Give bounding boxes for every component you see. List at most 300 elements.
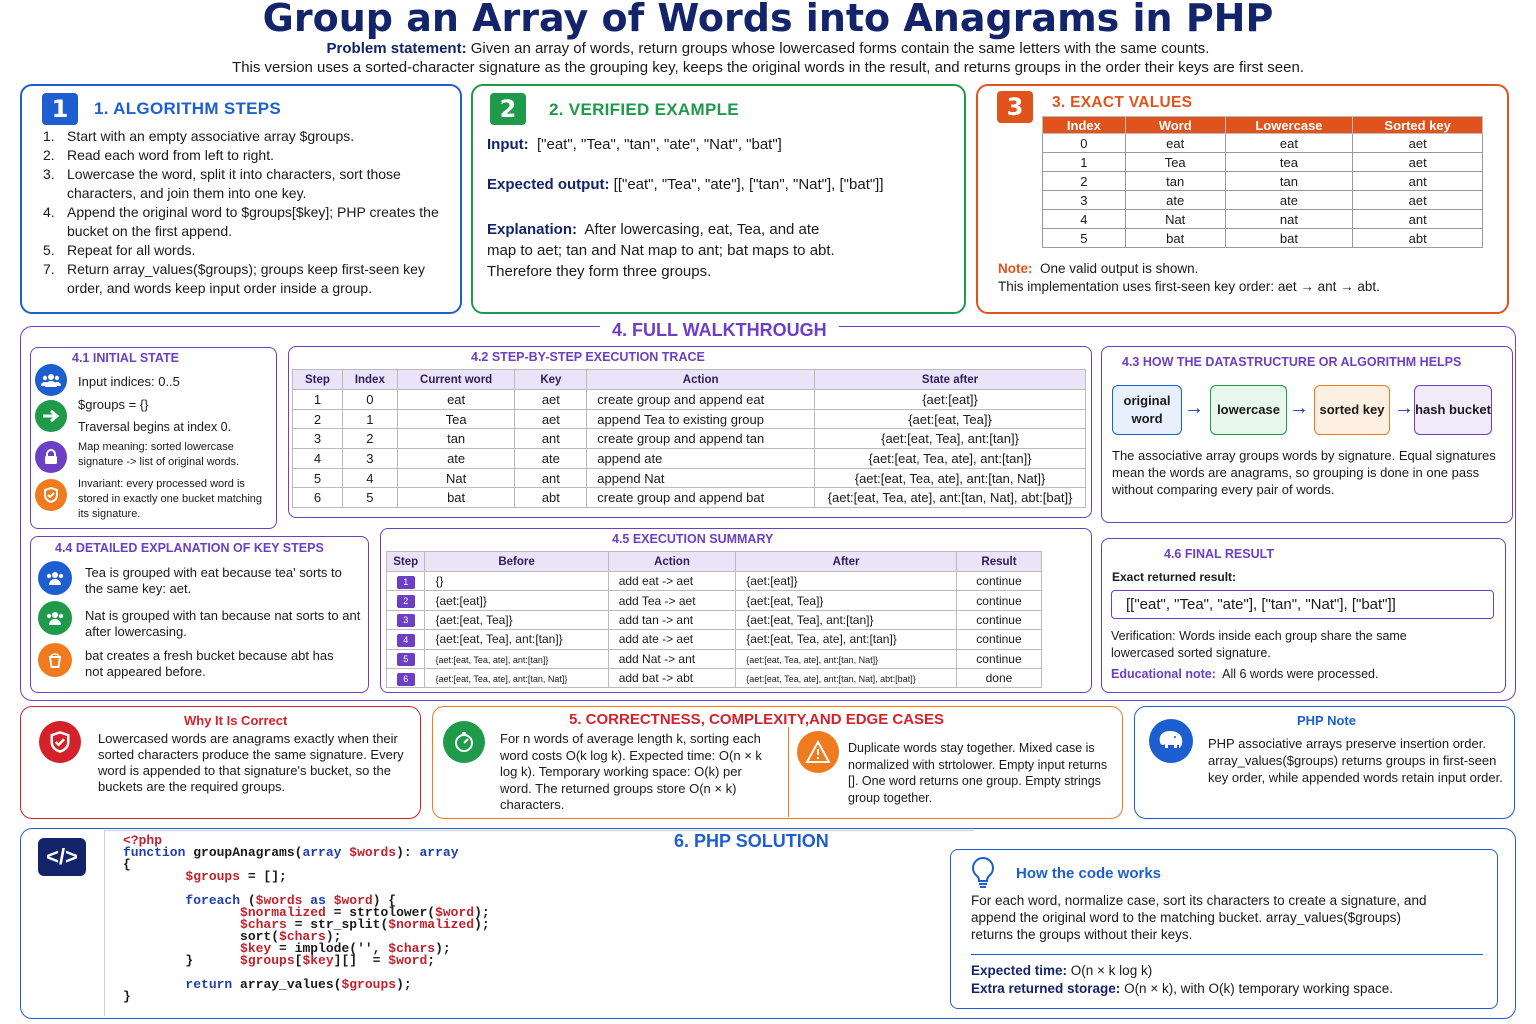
cell-text: eat	[1279, 135, 1298, 151]
key-step-3: bat creates a fresh bucket because abt has not appeared before.	[85, 648, 334, 679]
table-cell	[956, 649, 1041, 668]
initial-state-panel	[30, 347, 277, 529]
table-row	[387, 572, 1042, 591]
problem-line2: This version uses a sorted-character signature as the grouping key, keeps the original words in the result, and returns groups in the order their keys are first seen.	[232, 59, 1304, 76]
cell-text: 2	[366, 431, 374, 447]
section-title: 1. ALGORITHM STEPS	[94, 99, 282, 118]
table-cell	[515, 449, 587, 469]
table-row	[293, 390, 1086, 410]
step-number: 2.	[43, 147, 55, 163]
table-cell	[342, 488, 397, 508]
cell-text: {aet:[eat, Tea], ant:[tan]}	[435, 632, 563, 647]
cell-text: aet	[541, 411, 560, 427]
step-chip: 1	[397, 576, 415, 589]
cell-text: 5	[1080, 230, 1088, 246]
column-header: Index	[1043, 117, 1126, 134]
header-row	[1043, 117, 1483, 134]
table-cell	[515, 390, 587, 410]
table-cell	[1353, 229, 1483, 248]
step-item	[43, 241, 455, 260]
verified-example-panel	[471, 84, 966, 314]
example-input: Input: ["eat", "Tea", "tan", "ate", "Nat", "bat"]	[487, 136, 782, 153]
table-cell	[425, 591, 608, 610]
table-cell	[815, 390, 1086, 410]
table-cell	[608, 572, 736, 591]
cell-text: {aet:[eat, Tea]}	[908, 411, 992, 427]
cell-text: abt	[541, 490, 560, 506]
section-number: 2	[490, 93, 526, 125]
correctness-complexity-panel	[432, 706, 1123, 819]
section5-title: 5. CORRECTNESS, COMPLEXITY,AND EDGE CASES	[569, 711, 945, 728]
why-text: Lowercased words are anagrams exactly when their sorted characters produce the same signature. Every word is appended to that signature's bucket, so the buckets are the required groups.	[98, 731, 404, 794]
problem-statement: Problem statement: Given an array of words, return groups whose lowercased forms contain the same letters with the same counts.	[326, 40, 1210, 57]
header-row	[387, 552, 1042, 572]
column-header: Before	[425, 552, 608, 572]
table-cell	[1225, 172, 1353, 191]
step-item	[43, 260, 455, 298]
table-cell	[587, 390, 815, 410]
table-row	[387, 668, 1042, 687]
table-cell	[387, 591, 425, 610]
table-cell	[387, 610, 425, 629]
table-cell	[1125, 229, 1225, 248]
lock-icon	[35, 441, 67, 473]
cell-text: 0	[1080, 135, 1088, 151]
flow-hash-bucket: hash bucket	[1414, 385, 1492, 435]
step-text: Start with an empty associative array $groups.	[67, 128, 355, 144]
table-row	[387, 649, 1042, 668]
cell-text: aet	[1408, 154, 1427, 170]
cell-text: ate	[1166, 192, 1185, 208]
table-row	[1043, 210, 1483, 229]
shield-icon	[35, 479, 67, 511]
final-title: 4.6 FINAL RESULT	[1164, 547, 1274, 561]
cell-text: 6	[313, 490, 322, 506]
table-cell	[425, 572, 608, 591]
table-cell	[736, 668, 957, 687]
header-row	[293, 370, 1086, 390]
cell-text: continue	[976, 574, 1022, 589]
table-cell	[425, 610, 608, 629]
cell-text: 4	[313, 450, 322, 466]
table-row	[387, 610, 1042, 629]
table-cell	[1043, 210, 1126, 229]
bucket-icon	[38, 643, 72, 677]
cell-text: 5	[366, 490, 374, 506]
cell-text: {aet:[eat, Tea]}	[746, 593, 824, 608]
php-note-panel	[1134, 706, 1515, 819]
walkthrough-title: 4. FULL WALKTHROUGH	[600, 320, 839, 341]
cell-text: add ate -> aet	[618, 632, 694, 647]
how-code-works-panel	[950, 849, 1498, 1009]
table-cell	[608, 591, 736, 610]
table-cell	[293, 429, 343, 449]
table-cell	[608, 610, 736, 629]
educational-note: Educational note: All 6 words were processed.	[1111, 667, 1379, 681]
table-cell	[1125, 134, 1225, 153]
final-verification: Verification: Words inside each group share the same lowercased sorted signature.	[1111, 629, 1407, 660]
table-cell	[815, 468, 1086, 488]
column-header: Action	[608, 552, 736, 572]
step-text: Return array_values($groups); groups keep first-seen key order, and words keep input order inside a group.	[67, 261, 425, 296]
table-row	[293, 429, 1086, 449]
table-row	[1043, 229, 1483, 248]
init-traversal: Traversal begins at index 0.	[78, 420, 232, 434]
table-cell	[397, 449, 515, 469]
table-cell	[1043, 153, 1126, 172]
table-cell	[587, 468, 815, 488]
table-cell	[1225, 210, 1353, 229]
table-cell	[815, 488, 1086, 508]
table-cell	[608, 668, 736, 687]
cell-text: aet	[1408, 192, 1427, 208]
table-row	[1043, 172, 1483, 191]
table-row	[293, 488, 1086, 508]
table-cell	[1043, 134, 1126, 153]
table-cell	[956, 610, 1041, 629]
table-cell	[1353, 153, 1483, 172]
data-structure-panel	[1101, 346, 1513, 523]
cell-text: 4	[366, 470, 374, 486]
note: Note: One valid output is shown. This implementation uses first-seen key order: aet → ant → abt.	[998, 261, 1380, 294]
flow-lowercase: lowercase	[1210, 385, 1287, 435]
column-header: Step	[387, 552, 425, 572]
execution-summary-panel	[380, 528, 1092, 693]
column-header: Lowercase	[1225, 117, 1353, 134]
column-header: After	[736, 552, 957, 572]
elephant-icon	[1149, 719, 1193, 763]
warning-icon	[797, 731, 839, 773]
table-cell	[342, 468, 397, 488]
table-cell	[1353, 210, 1483, 229]
step-chip: 5	[397, 653, 415, 666]
key-step-1: Tea is grouped with eat because tea' sorts to the same key: aet.	[85, 565, 342, 596]
cell-text: ate	[541, 450, 560, 466]
step-text: Read each word from left to right.	[67, 147, 274, 163]
table-cell	[956, 630, 1041, 649]
table-cell	[815, 449, 1086, 469]
edge-cases-text: Duplicate words stay together. Mixed case is normalized with strtolower. Empty input returns []. One word returns one group. Empty strings group together.	[848, 741, 1108, 805]
cell-text: ant	[1408, 173, 1427, 189]
cell-text: add tan -> ant	[618, 612, 694, 627]
exact-values-panel	[976, 84, 1509, 314]
cell-text: done	[985, 671, 1013, 686]
cell-text: Tea	[1164, 154, 1186, 170]
table-cell	[1353, 172, 1483, 191]
step-item	[43, 165, 455, 203]
table-row	[293, 449, 1086, 469]
table-cell	[1225, 134, 1353, 153]
table-cell	[342, 429, 397, 449]
table-cell	[1225, 229, 1353, 248]
cell-text: 2	[1080, 173, 1088, 189]
table-cell	[1043, 229, 1126, 248]
cell-text: {aet:[eat, Tea, ate], ant:[tan, Nat], abt:[bat]}	[746, 674, 916, 685]
cell-text: {aet:[eat, Tea, ate], ant:[tan]}	[435, 654, 549, 665]
algorithm-steps-panel	[20, 84, 462, 314]
step-number: 7.	[43, 261, 55, 277]
cell-text: bat	[1166, 230, 1185, 246]
cell-text: abt	[1408, 230, 1427, 246]
table-cell	[587, 488, 815, 508]
cell-text: {aet:[eat, Tea, ate], ant:[tan, Nat]}	[746, 654, 879, 665]
section-title: 2. VERIFIED EXAMPLE	[549, 100, 739, 119]
cell-text: 1	[1080, 154, 1088, 170]
column-header: Current word	[397, 370, 515, 390]
cell-text: 0	[366, 391, 374, 407]
table-cell	[1125, 191, 1225, 210]
why-correct-panel	[20, 706, 421, 819]
table-cell	[387, 630, 425, 649]
flow-original-word: original word	[1112, 385, 1182, 435]
init-map-meaning: Map meaning: sorted lowercase signature -> list of original words.	[78, 441, 240, 468]
users-icon	[38, 601, 72, 635]
table-cell	[293, 390, 343, 410]
trace-table	[292, 369, 1086, 508]
column-header: State after	[815, 370, 1086, 390]
key-steps-panel	[30, 536, 369, 693]
example-output: Expected output: [["eat", "Tea", "ate"], ["tan", "Nat"], ["bat"]]	[487, 176, 884, 193]
stopwatch-icon	[443, 721, 485, 763]
table-cell	[425, 630, 608, 649]
why-title: Why It Is Correct	[184, 713, 288, 728]
step-chip: 2	[397, 595, 415, 608]
column-header: Action	[587, 370, 815, 390]
cell-text: ant	[541, 470, 560, 486]
table-cell	[397, 488, 515, 508]
table-cell	[515, 409, 587, 429]
code-icon: </>	[38, 838, 86, 876]
table-cell	[387, 572, 425, 591]
cell-text: {aet:[eat, Tea, ate], ant:[tan]}	[868, 450, 1032, 466]
table-cell	[1125, 210, 1225, 229]
step-text: Lowercase the word, split it into characters, sort those characters, and join them into one key.	[67, 166, 401, 201]
step-chip: 6	[397, 673, 415, 686]
table-cell	[1225, 153, 1353, 172]
steps-list	[43, 127, 455, 298]
table-cell	[342, 409, 397, 429]
users-icon	[35, 364, 67, 396]
step-number: 4.	[43, 204, 55, 220]
cell-text: 4	[1080, 211, 1088, 227]
flow-arrow: →	[1184, 397, 1204, 419]
table-cell	[736, 649, 957, 668]
cell-text: add Nat -> ant	[618, 651, 696, 666]
php-code: <?php function groupAnagrams(array $words): array { $groups = []; foreach ($words as $word) { $normalized = strtolower($word); $chars = str_split($normalized); sort($chars); $key = implode('', $chars); } $groups[$key][] = $word; return array_values($groups); }	[123, 833, 490, 1004]
table-cell	[956, 668, 1041, 687]
table-cell	[1353, 134, 1483, 153]
cell-text: 5	[313, 470, 322, 486]
table-row	[293, 468, 1086, 488]
step-number: 5.	[43, 242, 55, 258]
cell-text: 1	[366, 411, 374, 427]
php-note-text: PHP associative arrays preserve insertion order. array_values($groups) returns groups in first-seen key order, while appended words retain input order.	[1208, 736, 1503, 785]
table-cell	[397, 409, 515, 429]
table-cell	[608, 649, 736, 668]
table-cell	[956, 591, 1041, 610]
cell-text: eat	[447, 391, 466, 407]
table-cell	[587, 409, 815, 429]
table-cell	[515, 429, 587, 449]
table-cell	[515, 488, 587, 508]
step-item	[43, 146, 455, 165]
cell-text: bat	[1279, 230, 1298, 246]
cell-text: bat	[447, 490, 466, 506]
cell-text: continue	[976, 612, 1022, 627]
table-row	[1043, 134, 1483, 153]
cell-text: nat	[1279, 211, 1298, 227]
extra-storage: Extra returned storage: O(n × k), with O(k) temporary working space.	[971, 981, 1394, 996]
cell-text: tan	[1166, 173, 1185, 189]
table-cell	[1225, 191, 1353, 210]
cell-text: aet	[541, 391, 560, 407]
cell-text: tan	[1279, 173, 1298, 189]
cell-text: {aet:[eat, Tea]}	[435, 612, 513, 627]
table-row	[293, 409, 1086, 429]
step-item	[43, 203, 455, 241]
cell-text: create group and append bat	[597, 490, 765, 506]
table-cell	[587, 449, 815, 469]
table-cell	[736, 610, 957, 629]
divider	[971, 954, 1483, 955]
table-cell	[425, 668, 608, 687]
exact-values-table	[1042, 116, 1483, 248]
table-row	[387, 630, 1042, 649]
column-header: Sorted key	[1353, 117, 1483, 134]
summary-title: 4.5 EXECUTION SUMMARY	[612, 532, 774, 546]
table-cell	[293, 449, 343, 469]
cell-text: add Tea -> aet	[618, 593, 696, 608]
key-step-2: Nat is grouped with tan because nat sorts to ant after lowercasing.	[85, 608, 361, 639]
trace-title: 4.2 STEP-BY-STEP EXECUTION TRACE	[471, 350, 705, 364]
table-cell	[587, 429, 815, 449]
cell-text: {}	[435, 574, 444, 589]
final-label: Exact returned result:	[1112, 570, 1237, 584]
init-groups: $groups = {}	[78, 397, 149, 412]
step-number: 1.	[43, 128, 55, 144]
cell-text: {aet:[eat, Tea, ate], ant:[tan]}	[746, 632, 897, 647]
table-cell	[1125, 172, 1225, 191]
table-cell	[397, 390, 515, 410]
cell-text: ate	[447, 450, 466, 466]
key-steps-title: 4.4 DETAILED EXPLANATION OF KEY STEPS	[55, 541, 324, 555]
table-cell	[293, 488, 343, 508]
table-cell	[515, 468, 587, 488]
cell-text: append ate	[597, 450, 663, 466]
flow-arrow: →	[1289, 397, 1309, 419]
helps-title: 4.3 HOW THE DATASTRUCTURE OR ALGORITHM HELPS	[1122, 355, 1462, 369]
final-result-panel	[1101, 538, 1506, 693]
final-value: [["eat", "Tea", "ate"], ["tan", "Nat"], ["bat"]]	[1111, 590, 1494, 619]
cell-text: ate	[1279, 192, 1298, 208]
cell-text: tea	[1279, 154, 1298, 170]
table-cell	[736, 591, 957, 610]
example-explanation: Explanation: After lowercasing, eat, Tea, and ate map to aet; tan and Nat map to ant; bat maps to abt. Therefore they form three groups.	[487, 221, 835, 280]
cell-text: {aet:[eat]}	[922, 391, 978, 407]
cell-text: {aet:[eat, Tea], ant:[tan]}	[881, 431, 1019, 447]
step-number: 3.	[43, 166, 55, 182]
cell-text: continue	[976, 651, 1022, 666]
cell-text: {aet:[eat, Tea, ate], ant:[tan, Nat], abt:[bat]}	[827, 490, 1073, 506]
section-number: 1	[42, 93, 78, 125]
section-number: 3	[997, 91, 1033, 123]
cell-text: {aet:[eat]}	[746, 574, 798, 589]
cell-text: {aet:[eat, Tea], ant:[tan]}	[746, 612, 874, 627]
summary-table	[386, 551, 1042, 688]
helps-text: The associative array groups words by signature. Equal signatures mean the words are anagrams, so grouping is done in one pass without comparing every pair of words.	[1112, 448, 1496, 497]
cell-text: append Tea to existing group	[597, 411, 764, 427]
shield-icon	[39, 721, 81, 763]
table-cell	[387, 668, 425, 687]
column-header: Result	[956, 552, 1041, 572]
table-cell	[1043, 191, 1126, 210]
cell-text: add eat -> aet	[618, 574, 694, 589]
cell-text: Tea	[445, 411, 467, 427]
cell-text: ant	[541, 431, 560, 447]
init-invariant: Invariant: every processed word is stored in exactly one bucket matching its signature.	[78, 478, 263, 520]
cell-text: create group and append eat	[597, 391, 765, 407]
flow-arrow: →	[1394, 397, 1414, 419]
step-text: Repeat for all words.	[67, 242, 196, 258]
table-row	[1043, 153, 1483, 172]
cell-text: append Nat	[597, 470, 665, 486]
flow-sorted-key: sorted key	[1314, 385, 1390, 435]
column-header: Key	[515, 370, 587, 390]
column-header: Step	[293, 370, 343, 390]
lightbulb-icon	[969, 856, 997, 895]
step-text: Append the original word to $groups[$key]; PHP creates the bucket on the first append.	[67, 204, 439, 239]
cell-text: 1	[313, 391, 322, 407]
column-header: Word	[1125, 117, 1225, 134]
table-cell	[608, 630, 736, 649]
divider	[788, 727, 789, 817]
arrow-right-icon	[35, 400, 67, 432]
table-cell	[1125, 153, 1225, 172]
cell-text: eat	[1166, 135, 1185, 151]
cell-text: 3	[366, 450, 374, 466]
table-cell	[387, 649, 425, 668]
cell-text: continue	[976, 632, 1022, 647]
table-cell	[736, 630, 957, 649]
table-cell	[342, 449, 397, 469]
cell-text: 3	[1080, 192, 1088, 208]
how-text: For each word, normalize case, sort its characters to create a signature, and append the original word to the matching bucket. array_values($groups) returns the groups without their keys.	[971, 893, 1427, 942]
table-cell	[1043, 172, 1126, 191]
users-icon	[38, 561, 72, 595]
table-row	[387, 591, 1042, 610]
cell-text: Nat	[1165, 211, 1186, 227]
table-cell	[293, 468, 343, 488]
cell-text: {aet:[eat]}	[435, 593, 487, 608]
table-cell	[397, 468, 515, 488]
step-chip: 3	[397, 614, 415, 627]
cell-text: Nat	[446, 470, 467, 486]
step-item	[43, 127, 455, 146]
table-cell	[425, 649, 608, 668]
table-cell	[815, 429, 1086, 449]
page-title: Group an Array of Words into Anagrams in PHP	[262, 0, 1274, 40]
cell-text: {aet:[eat, Tea, ate], ant:[tan, Nat]}	[854, 470, 1046, 486]
cell-text: 3	[313, 431, 322, 447]
cell-text: tan	[447, 431, 466, 447]
expected-time: Expected time: O(n × k log k)	[971, 963, 1153, 978]
table-cell	[815, 409, 1086, 429]
table-cell	[956, 572, 1041, 591]
initial-state-title: 4.1 INITIAL STATE	[72, 351, 179, 365]
column-header: Index	[342, 370, 397, 390]
table-cell	[1353, 191, 1483, 210]
table-cell	[342, 390, 397, 410]
